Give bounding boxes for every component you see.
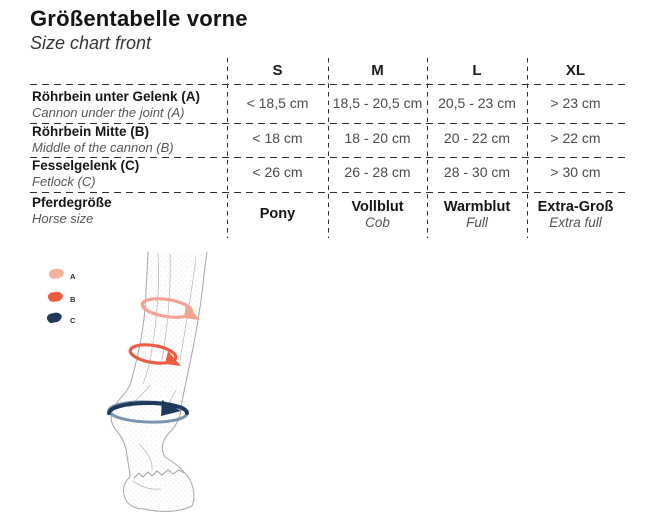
size-name-en: Full	[466, 214, 488, 230]
page-subtitle: Size chart front	[30, 33, 152, 53]
size-name-en: Cob	[365, 214, 390, 230]
legend	[46, 268, 76, 325]
cell-value: > 22 cm	[550, 130, 601, 146]
row-label-en: Middle of the cannon (B)	[32, 140, 174, 155]
row-label-en: Fetlock (C)	[32, 174, 96, 189]
cell-value: < 18 cm	[252, 130, 303, 146]
legend-swatch-b	[48, 291, 64, 302]
legend-swatch-c	[46, 312, 62, 324]
cell-value: 28 - 30 cm	[443, 164, 511, 180]
legend-label-b: B	[70, 295, 76, 304]
legend-label-a: A	[70, 272, 76, 281]
column-header-xl: XL	[565, 62, 586, 79]
column-header-s: S	[272, 62, 283, 79]
page-title: Größentabelle vorne	[30, 6, 248, 31]
size-name-en: Extra full	[549, 214, 602, 230]
cell-value: 20,5 - 23 cm	[438, 95, 516, 111]
row-label-de: Röhrbein Mitte (B)	[32, 124, 149, 139]
size-name: Pony	[259, 206, 296, 222]
cell-value: 18,5 - 20,5 cm	[332, 95, 423, 111]
column-header-m: M	[371, 62, 384, 79]
size-name: Warmblut	[443, 198, 511, 215]
cell-value: < 26 cm	[252, 164, 303, 180]
row-label-de: Fesselgelenk (C)	[32, 158, 140, 173]
cell-value: 18 - 20 cm	[344, 130, 411, 146]
cell-value: > 30 cm	[550, 164, 601, 180]
cell-value: > 23 cm	[550, 95, 601, 111]
row-label-de: Röhrbein unter Gelenk (A)	[32, 89, 201, 104]
legend-label-c: C	[70, 316, 76, 325]
cell-value: 26 - 28 cm	[344, 164, 411, 180]
row-label-en: Horse size	[32, 211, 94, 226]
size-name: Vollblut	[351, 198, 404, 215]
cell-value: 20 - 22 cm	[443, 130, 511, 146]
row-label-de: Pferdegröße	[32, 195, 112, 210]
row-label-en: Cannon under the joint (A)	[32, 105, 185, 120]
legend-swatch-a	[48, 268, 64, 279]
column-header-l: L	[472, 62, 482, 79]
horse-leg-sketch	[111, 252, 207, 511]
size-name: Extra-Groß	[537, 198, 614, 215]
cell-value: < 18,5 cm	[246, 95, 309, 111]
